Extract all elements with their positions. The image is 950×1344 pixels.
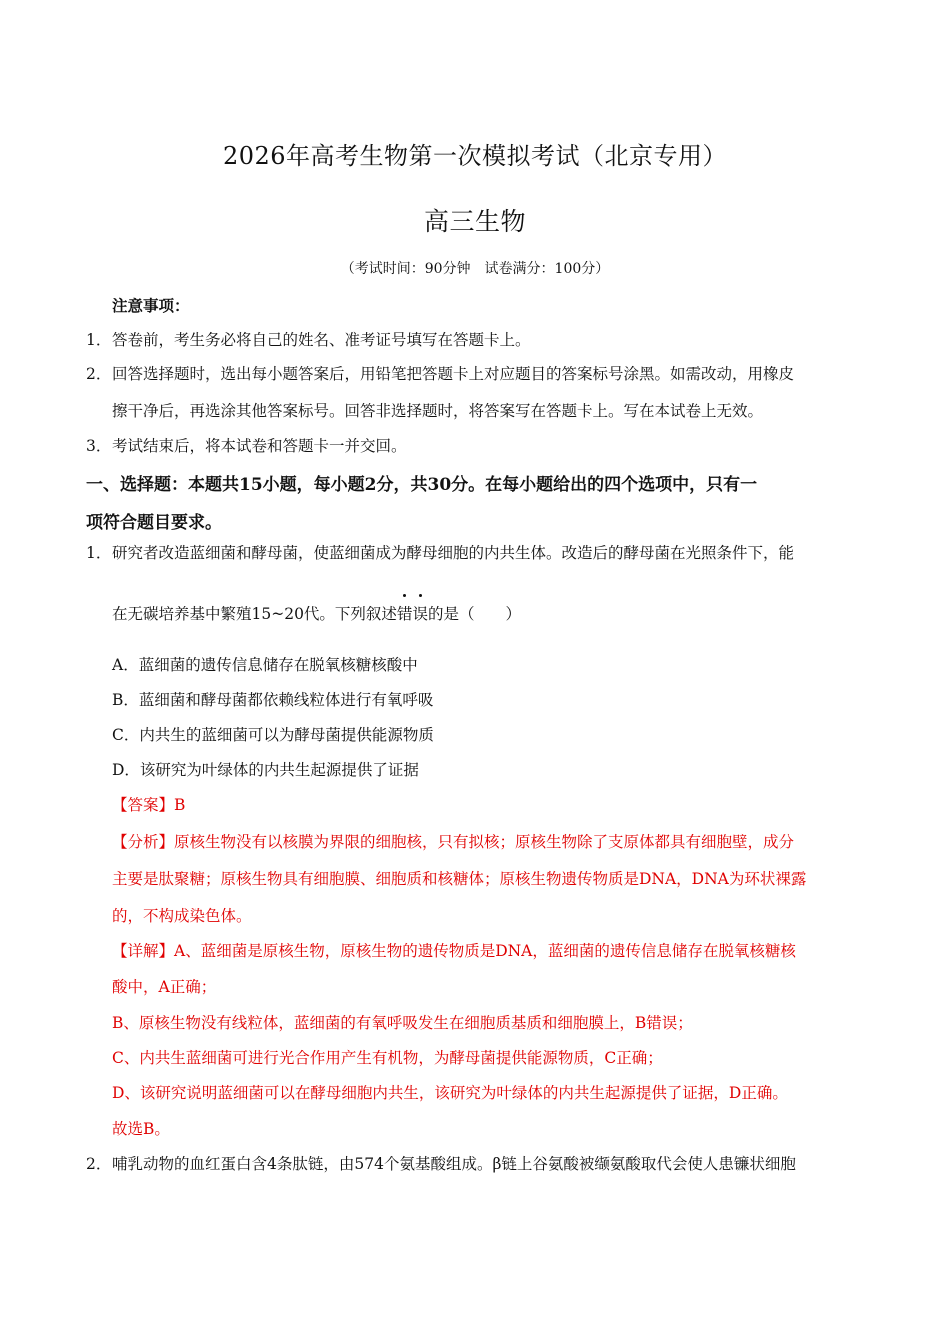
exam-title: 2026年高考生物第一次模拟考试（北京专用） [222,142,728,170]
detail-line-5: D、该研究说明蓝细菌可以在酵母细胞内共生，该研究为叶绿体的内共生起源提供了证据，D正确。 [112,1084,788,1102]
section-heading-line-1: 一、选择题：本题共15小题，每小题2分，共30分。在每小题给出的四个选项中，只有一 [86,475,758,495]
detail-line-1: 【详解】A、蓝细菌是原核生物，原核生物的遗传物质是DNA，蓝细菌的遗传信息储存在脱氧核糖核 [112,942,796,960]
note-text: 答卷前，考生务必将自己的姓名、准考证号填写在答题卡上。 [112,331,531,349]
note-number: 2． [86,365,112,383]
question-1-stem-line-2: 在无碳培养基中繁殖15~20代。下列叙述错误的是（ ） [112,605,521,623]
question-2-stem [86,1154,796,1174]
detail-line-4: C、内共生蓝细菌可进行光合作用产生有机物，为酵母菌提供能源物质，C正确； [112,1049,663,1067]
subject-title: 高三生物 [423,207,526,236]
answer-label: 【答案】B [112,796,186,814]
note-text: 回答选择题时，选出每小题答案后，用铅笔把答题卡上对应题目的答案标号涂黑。如需改动，用橡皮 [112,365,795,383]
question-1-stem [86,543,794,563]
detail-line-3: B、原核生物没有线粒体，蓝细菌的有氧呼吸发生在细胞质基质和细胞膜上，B错误； [112,1014,693,1032]
emphasis-char: 错 [396,605,413,623]
analysis-line-2: 主要是肽聚糖；原核生物具有细胞膜、细胞质和核糖体；原核生物遗传物质是DNA，DNA为环状裸露 [112,870,807,888]
question-stem-line-1: 哺乳动物的血红蛋白含4条肽链，由574个氨基酸组成。β链上谷氨酸被缬氨酸取代会使人患镰状细胞 [112,1155,796,1173]
option-d: D．该研究为叶绿体的内共生起源提供了证据 [112,761,419,779]
note-number: 3． [86,437,112,455]
analysis-line-1: 【分析】原核生物没有以核膜为界限的细胞核，只有拟核；原核生物除了支原体都具有细胞壁，成分 [112,833,795,851]
note-item-1 [86,330,531,350]
note-item-2-continued: 擦干净后，再选涂其他答案标号。回答非选择题时，将答案写在答题卡上。写在本试卷上无效。 [112,402,764,420]
exam-info: （考试时间：90分钟 试卷满分：100分） [340,261,610,277]
note-item-3 [86,436,407,456]
option-a: A．蓝细菌的遗传信息储存在脱氧核糖核酸中 [112,656,418,674]
note-text: 考试结束后，将本试卷和答题卡一并交回。 [112,437,407,455]
option-c: C．内共生的蓝细菌可以为酵母菌提供能源物质 [112,726,434,744]
notes-heading: 注意事项： [112,296,190,315]
detail-line-6: 故选B。 [112,1120,170,1138]
question-number: 1． [86,544,112,562]
analysis-line-3: 的，不构成染色体。 [112,907,252,925]
note-number: 1． [86,331,112,349]
question-number: 2． [86,1155,112,1173]
section-heading-line-2: 项符合题目要求。 [86,513,222,533]
option-b: B．蓝细菌和酵母菌都依赖线粒体进行有氧呼吸 [112,691,434,709]
detail-line-2: 酸中，A正确； [112,978,217,996]
question-stem-line-1: 研究者改造蓝细菌和酵母菌，使蓝细菌成为酵母细胞的内共生体。改造后的酵母菌在光照条件下，能 [112,544,795,562]
note-item-2 [86,364,794,384]
emphasis-char: 误 [412,605,428,623]
